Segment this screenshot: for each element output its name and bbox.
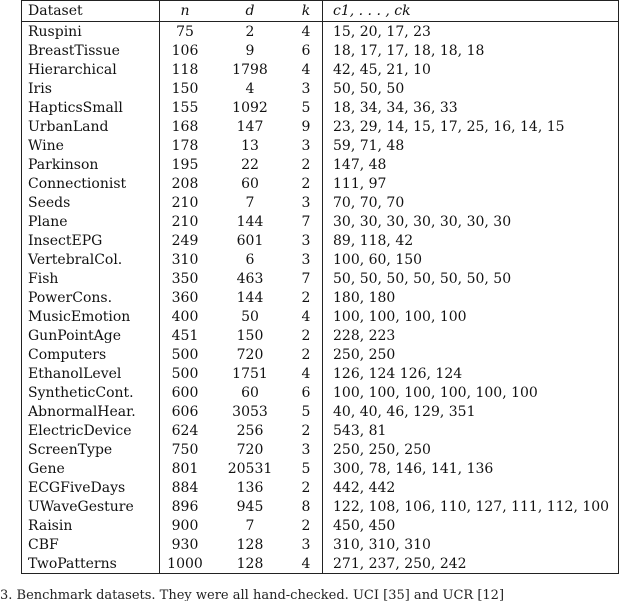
cell-dataset-name: CBF xyxy=(22,535,160,554)
cell-d: 150 xyxy=(236,327,264,344)
cell-n: 624 xyxy=(171,422,199,439)
cell-n: 208 xyxy=(171,175,199,192)
cell-dataset-name: Seeds xyxy=(22,193,160,212)
cell-cluster-sizes: 543, 81 xyxy=(333,422,387,439)
table-row xyxy=(22,497,619,516)
cell-n: 155 xyxy=(171,99,199,116)
cell-n: 210 xyxy=(171,194,199,211)
cell-cluster-sizes: 250, 250, 250 xyxy=(333,441,431,458)
cell-n: 75 xyxy=(176,23,194,40)
table-row xyxy=(22,383,619,402)
cell-n: 500 xyxy=(171,346,199,363)
table-row xyxy=(22,402,619,421)
cell-d: 128 xyxy=(236,555,264,572)
table-row xyxy=(22,440,619,459)
cell-cluster-sizes: 271, 237, 250, 242 xyxy=(333,555,467,572)
cell-k: 3 xyxy=(290,440,323,459)
cell-d: 601 xyxy=(236,232,264,249)
table-body xyxy=(22,22,619,574)
cell-cluster-sizes: 228, 223 xyxy=(333,327,396,344)
cell-k: 2 xyxy=(290,478,323,497)
cell-cluster-sizes: 250, 250 xyxy=(333,346,396,363)
cell-n: 195 xyxy=(171,156,199,173)
cell-n: 606 xyxy=(171,403,199,420)
cell-cluster-sizes: 59, 71, 48 xyxy=(333,137,405,154)
table-row xyxy=(22,288,619,307)
cell-dataset-name: PowerCons. xyxy=(22,288,160,307)
header-k: k xyxy=(290,1,323,22)
table-row xyxy=(22,326,619,345)
header-cluster-sizes: c1, . . . , ck xyxy=(333,3,411,19)
cell-d: 7 xyxy=(245,517,255,534)
table-row xyxy=(22,478,619,497)
cell-k: 2 xyxy=(290,345,323,364)
cell-cluster-sizes: 147, 48 xyxy=(333,156,387,173)
cell-dataset-name: ElectricDevice xyxy=(22,421,160,440)
cell-dataset-name: Plane xyxy=(22,212,160,231)
cell-dataset-name: EthanolLevel xyxy=(22,364,160,383)
cell-cluster-sizes: 50, 50, 50, 50, 50, 50, 50 xyxy=(333,270,512,287)
table-row xyxy=(22,79,619,98)
cell-dataset-name: SyntheticCont. xyxy=(22,383,160,402)
cell-cluster-sizes: 310, 310, 310 xyxy=(333,536,431,553)
cell-cluster-sizes: 450, 450 xyxy=(333,517,396,534)
cell-n: 750 xyxy=(171,441,199,458)
cell-k: 3 xyxy=(290,231,323,250)
cell-k: 4 xyxy=(290,60,323,79)
cell-cluster-sizes: 30, 30, 30, 30, 30, 30, 30 xyxy=(333,213,512,230)
cell-k: 7 xyxy=(290,269,323,288)
cell-n: 801 xyxy=(171,460,199,477)
table-row xyxy=(22,174,619,193)
table-row xyxy=(22,22,619,42)
table-row xyxy=(22,250,619,269)
cell-dataset-name: BreastTissue xyxy=(22,41,160,60)
cell-d: 945 xyxy=(236,498,264,515)
cell-k: 6 xyxy=(290,383,323,402)
cell-cluster-sizes: 15, 20, 17, 23 xyxy=(333,23,431,40)
cell-dataset-name: Raisin xyxy=(22,516,160,535)
cell-dataset-name: AbnormalHear. xyxy=(22,402,160,421)
cell-d: 2 xyxy=(245,23,255,40)
cell-cluster-sizes: 111, 97 xyxy=(333,175,387,192)
cell-cluster-sizes: 50, 50, 50 xyxy=(333,80,405,97)
table-row xyxy=(22,231,619,250)
header-row xyxy=(22,1,619,22)
table-caption: 3. Benchmark datasets. They were all hand-checked. UCI [35] and UCR [12] xyxy=(0,588,505,601)
cell-dataset-name: Gene xyxy=(22,459,160,478)
table-row xyxy=(22,307,619,326)
cell-k: 5 xyxy=(290,98,323,117)
cell-n: 500 xyxy=(171,365,199,382)
cell-dataset-name: Connectionist xyxy=(22,174,160,193)
cell-n: 249 xyxy=(171,232,199,249)
cell-cluster-sizes: 89, 118, 42 xyxy=(333,232,414,249)
cell-k: 4 xyxy=(290,554,323,574)
table-row xyxy=(22,117,619,136)
cell-n: 168 xyxy=(171,118,199,135)
table-row xyxy=(22,345,619,364)
cell-n: 118 xyxy=(171,61,199,78)
cell-n: 178 xyxy=(171,137,199,154)
cell-k: 9 xyxy=(290,117,323,136)
header-dataset: Dataset xyxy=(22,1,160,22)
cell-d: 136 xyxy=(236,479,264,496)
table-row xyxy=(22,193,619,212)
cell-n: 400 xyxy=(171,308,199,325)
cell-cluster-sizes: 100, 100, 100, 100, 100, 100 xyxy=(333,384,538,401)
cell-n: 896 xyxy=(171,498,199,515)
cell-cluster-sizes: 300, 78, 146, 141, 136 xyxy=(333,460,494,477)
table-row xyxy=(22,41,619,60)
cell-d: 9 xyxy=(245,42,255,59)
cell-k: 4 xyxy=(290,22,323,42)
cell-n: 360 xyxy=(171,289,199,306)
cell-dataset-name: TwoPatterns xyxy=(22,554,160,574)
cell-dataset-name: UrbanLand xyxy=(22,117,160,136)
cell-k: 2 xyxy=(290,516,323,535)
cell-k: 5 xyxy=(290,402,323,421)
cell-cluster-sizes: 100, 100, 100, 100 xyxy=(333,308,467,325)
cell-dataset-name: Wine xyxy=(22,136,160,155)
cell-dataset-name: Fish xyxy=(22,269,160,288)
cell-k: 3 xyxy=(290,250,323,269)
cell-d: 60 xyxy=(241,384,259,401)
table-row xyxy=(22,269,619,288)
cell-dataset-name: HapticsSmall xyxy=(22,98,160,117)
table-row xyxy=(22,516,619,535)
table-row xyxy=(22,364,619,383)
cell-k: 2 xyxy=(290,174,323,193)
cell-dataset-name: Computers xyxy=(22,345,160,364)
cell-dataset-name: Ruspini xyxy=(22,22,160,42)
cell-dataset-name: Iris xyxy=(22,79,160,98)
table-row xyxy=(22,459,619,478)
cell-n: 884 xyxy=(171,479,199,496)
table-row xyxy=(22,98,619,117)
cell-cluster-sizes: 442, 442 xyxy=(333,479,396,496)
table-row xyxy=(22,554,619,574)
table-row xyxy=(22,535,619,554)
cell-n: 451 xyxy=(171,327,199,344)
table-row xyxy=(22,60,619,79)
cell-n: 600 xyxy=(171,384,199,401)
cell-d: 1092 xyxy=(232,99,268,116)
cell-d: 128 xyxy=(236,536,264,553)
table-row xyxy=(22,136,619,155)
cell-d: 720 xyxy=(236,346,264,363)
cell-d: 147 xyxy=(236,118,264,135)
cell-cluster-sizes: 18, 17, 17, 18, 18, 18 xyxy=(333,42,485,59)
cell-dataset-name: MusicEmotion xyxy=(22,307,160,326)
cell-k: 2 xyxy=(290,421,323,440)
cell-n: 930 xyxy=(171,536,199,553)
cell-d: 6 xyxy=(245,251,255,268)
cell-k: 5 xyxy=(290,459,323,478)
cell-n: 350 xyxy=(171,270,199,287)
cell-k: 2 xyxy=(290,326,323,345)
cell-n: 150 xyxy=(171,80,199,97)
cell-k: 8 xyxy=(290,497,323,516)
cell-k: 3 xyxy=(290,79,323,98)
cell-k: 4 xyxy=(290,364,323,383)
cell-k: 6 xyxy=(290,41,323,60)
cell-k: 7 xyxy=(290,212,323,231)
cell-cluster-sizes: 18, 34, 34, 36, 33 xyxy=(333,99,458,116)
cell-d: 1751 xyxy=(232,365,268,382)
cell-dataset-name: VertebralCol. xyxy=(22,250,160,269)
cell-d: 720 xyxy=(236,441,264,458)
cell-cluster-sizes: 122, 108, 106, 110, 127, 111, 112, 100 xyxy=(333,498,610,515)
cell-dataset-name: UWaveGesture xyxy=(22,497,160,516)
cell-d: 50 xyxy=(241,308,259,325)
cell-cluster-sizes: 70, 70, 70 xyxy=(333,194,405,211)
cell-dataset-name: InsectEPG xyxy=(22,231,160,250)
cell-d: 1798 xyxy=(232,61,268,78)
cell-d: 22 xyxy=(241,156,259,173)
cell-cluster-sizes: 23, 29, 14, 15, 17, 25, 16, 14, 15 xyxy=(333,118,565,135)
cell-cluster-sizes: 126, 124 126, 124 xyxy=(333,365,463,382)
cell-d: 144 xyxy=(236,289,264,306)
cell-d: 463 xyxy=(236,270,264,287)
cell-dataset-name: GunPointAge xyxy=(22,326,160,345)
cell-k: 2 xyxy=(290,155,323,174)
table-row xyxy=(22,212,619,231)
cell-d: 60 xyxy=(241,175,259,192)
cell-dataset-name: Parkinson xyxy=(22,155,160,174)
cell-cluster-sizes: 100, 60, 150 xyxy=(333,251,423,268)
cell-dataset-name: ECGFiveDays xyxy=(22,478,160,497)
cell-d: 256 xyxy=(236,422,264,439)
cell-n: 900 xyxy=(171,517,199,534)
cell-k: 4 xyxy=(290,307,323,326)
cell-cluster-sizes: 180, 180 xyxy=(333,289,396,306)
cell-d: 7 xyxy=(245,194,255,211)
datasets-table-container xyxy=(21,0,619,574)
cell-cluster-sizes: 40, 40, 46, 129, 351 xyxy=(333,403,476,420)
cell-d: 13 xyxy=(241,137,259,154)
cell-d: 20531 xyxy=(227,460,273,477)
table-row xyxy=(22,155,619,174)
cell-k: 3 xyxy=(290,136,323,155)
cell-dataset-name: ScreenType xyxy=(22,440,160,459)
cell-k: 3 xyxy=(290,193,323,212)
cell-dataset-name: Hierarchical xyxy=(22,60,160,79)
table-row xyxy=(22,421,619,440)
header-d: d xyxy=(245,3,255,19)
cell-n: 310 xyxy=(171,251,199,268)
cell-d: 144 xyxy=(236,213,264,230)
cell-cluster-sizes: 42, 45, 21, 10 xyxy=(333,61,431,78)
header-n: n xyxy=(180,3,190,19)
cell-n: 1000 xyxy=(167,555,203,572)
table-header xyxy=(22,1,619,22)
cell-d: 4 xyxy=(245,80,255,97)
cell-k: 3 xyxy=(290,535,323,554)
cell-n: 210 xyxy=(171,213,199,230)
cell-k: 2 xyxy=(290,288,323,307)
datasets-table xyxy=(21,0,619,574)
cell-d: 3053 xyxy=(232,403,268,420)
cell-n: 106 xyxy=(171,42,199,59)
